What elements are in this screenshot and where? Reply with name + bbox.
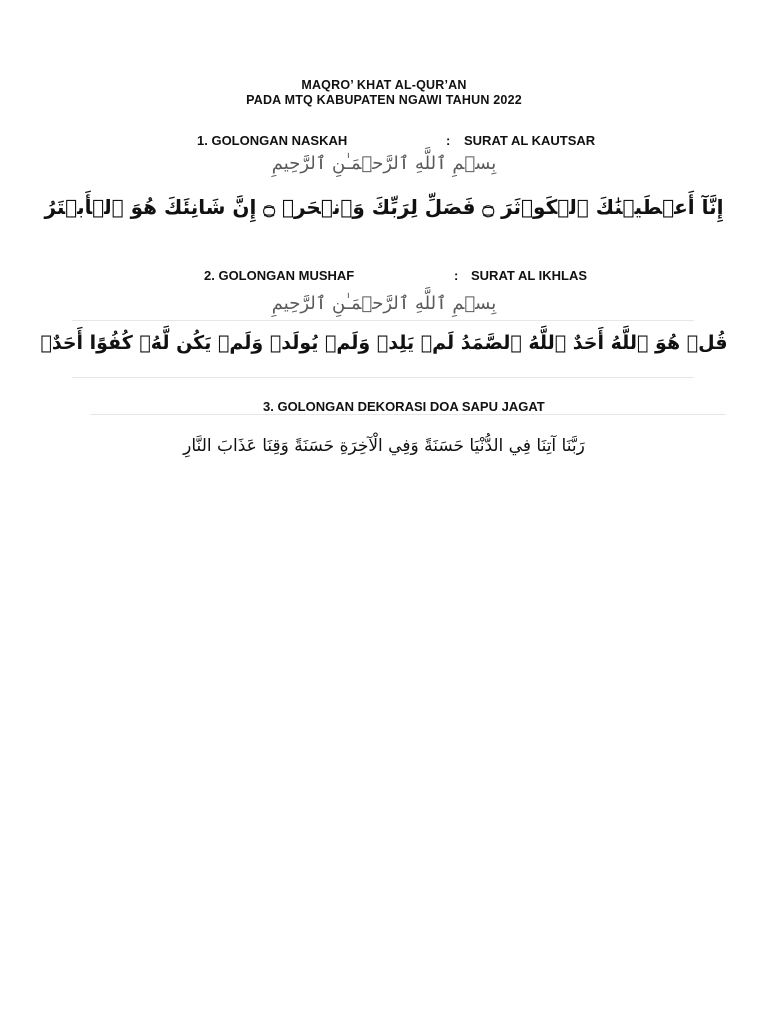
- divider-line: [72, 320, 694, 321]
- surah-name: SURAT AL KAUTSAR: [464, 133, 596, 148]
- section-separator: :: [454, 268, 459, 283]
- verse-al-kautsar: إِنَّآ أَعۡطَيۡنَٰكَ ٱلۡكَوۡثَرَ ۝ فَصَلِّ لِرَبِّكَ وَٱنۡحَرۡ ۝ إِنَّ شَانِئَكَ هُوَ ٱلۡأَبۡتَرُ: [44, 195, 724, 219]
- surah-name: SURAT AL IKHLAS: [471, 268, 588, 283]
- verse-al-ikhlas: قُلۡ هُوَ ٱللَّهُ أَحَدٌ ٱللَّهُ ٱلصَّمَدُ لَمۡ يَلِدۡ وَلَمۡ يُولَدۡ وَلَمۡ يَكُن لَّهُۥ كُفُوًا أَحَدٌۢ: [40, 332, 728, 354]
- doa-sapu-jagat: رَبَّنَا آتِنَا فِي الدُّنْيَا حَسَنَةً وَفِي الْآخِرَةِ حَسَنَةً وَقِنَا عَذَابَ النَّارِ: [183, 436, 585, 456]
- section-separator: :: [446, 133, 451, 148]
- basmala: بِسۡمِ ٱللَّهِ ٱلرَّحۡمَـٰنِ ٱلرَّحِيمِ: [271, 153, 497, 174]
- section-heading: 1. GOLONGAN NASKAH: [197, 133, 348, 148]
- document-title: MAQRO’ KHAT AL-QUR’AN: [301, 78, 467, 92]
- divider-line: [90, 414, 726, 415]
- divider-line: [72, 377, 694, 378]
- basmala: بِسۡمِ ٱللَّهِ ٱلرَّحۡمَـٰنِ ٱلرَّحِيمِ: [271, 293, 497, 314]
- section-heading: 2. GOLONGAN MUSHAF: [204, 268, 355, 283]
- section-heading: 3. GOLONGAN DEKORASI DOA SAPU JAGAT: [263, 399, 545, 414]
- document-subtitle: PADA MTQ KABUPATEN NGAWI TAHUN 2022: [246, 93, 522, 107]
